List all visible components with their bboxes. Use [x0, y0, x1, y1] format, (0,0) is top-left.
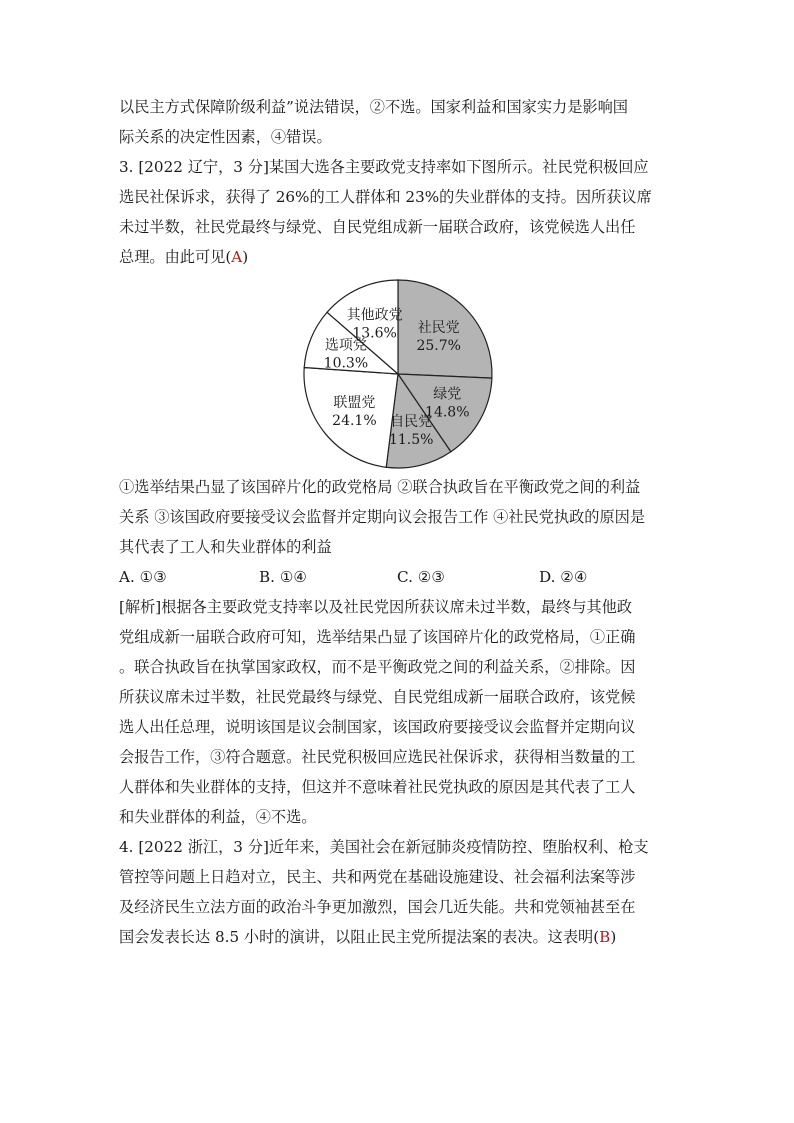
- q3-options: [119, 562, 679, 592]
- q3-stem-text: 总理。由此可见(: [119, 248, 232, 266]
- pie-chart-figure: [119, 276, 679, 472]
- q3-analysis-line-5: 选人出任总理，说明该国是议会制国家，该国政府要接受议会监督并定期向议: [119, 718, 636, 736]
- q3-stem-close: ): [242, 248, 249, 266]
- q3-statement-line-1: ①选举结果凸显了该国碎片化的政党格局 ②联合执政旨在平衡政党之间的利益: [119, 478, 641, 496]
- q3-statement-line-3: 其代表了工人和失业群体的利益: [119, 538, 332, 556]
- pie-label-value-0: 25.7%: [416, 338, 461, 354]
- q3-stem-line-2: 选民社保诉求，获得了 26%的工人群体和 23%的失业群体的支持。因所获议席: [119, 188, 652, 206]
- pie-label-name-1: 绿党: [433, 386, 462, 403]
- q3-analysis-line-4: 所获议席未过半数，社民党最终与绿党、自民党组成新一届联合政府，该党候: [119, 688, 636, 706]
- option-b[interactable]: B. ①④: [259, 568, 308, 586]
- q3-answer: A: [231, 248, 243, 266]
- pie-label-value-4: 10.3%: [323, 355, 369, 372]
- q3-analysis-line-8: 和失业群体的利益，④不选。: [119, 808, 317, 826]
- pie-label-value-2: 11.5%: [388, 431, 434, 448]
- pie-label-name-2: 自民党: [390, 413, 433, 430]
- intro-line-2: 际关系的决定性因素，④错误。: [119, 128, 332, 146]
- q3-stem-line-3: 未过半数，社民党最终与绿党、自民党组成新一届联合政府，该党候选人出任: [119, 218, 636, 236]
- q4-stem-text: 国会发表长达 8.5 小时的演讲，以阻止民主党所提法案的表决。这表明(: [119, 928, 600, 946]
- q4-stem-close: ): [610, 928, 617, 946]
- q3-stem-line-1: 3. [2022 辽宁，3 分]某国大选各主要政党支持率如下图所示。社民党积极回应: [119, 158, 649, 176]
- q4-stem-line-2: 管控等问题上日趋对立，民主、共和两党在基础设施建设、社会福利法案等涉: [119, 868, 636, 886]
- q4-answer: B: [599, 928, 611, 946]
- pie-label-name-3: 联盟党: [333, 394, 376, 411]
- intro-line-1: 以民主方式保障阶级利益”说法错误，②不选。国家利益和国家实力是影响国: [119, 98, 628, 116]
- document-page: [119, 92, 679, 952]
- pie-label-name-0: 社民党: [417, 320, 460, 336]
- q3-analysis-line-6: 会报告工作，③符合题意。社民党积极回应选民社保诉求，获得相当数量的工: [119, 748, 636, 766]
- pie-label-value-1: 14.8%: [425, 404, 470, 421]
- q3-statement-line-2: 关系 ③该国政府要接受议会监督并定期向议会报告工作 ④社民党执政的原因是: [119, 508, 646, 526]
- pie-label-name-5: 其他政党: [346, 307, 403, 324]
- option-a[interactable]: A. ①③: [119, 568, 167, 586]
- q3-analysis-line-2: 党组成新一届联合政府可知，选举结果凸显了该国碎片化的政党格局，①正确: [119, 628, 636, 646]
- option-d[interactable]: D. ②④: [539, 568, 588, 586]
- q4-stem-line-4: [119, 922, 679, 952]
- option-c[interactable]: C. ②③: [397, 568, 445, 586]
- q3-analysis-line-3: 。联合执政旨在执掌国家政权，而不是平衡政党之间的利益关系，②排除。因: [119, 658, 636, 676]
- q4-stem-line-3: 及经济民生立法方面的政治斗争更加激烈，国会几近失能。共和党领袖甚至在: [119, 898, 636, 916]
- q3-stem-line-4: [119, 242, 679, 272]
- q3-analysis-line-1: [解析]根据各主要政党支持率以及社民党因所获议席未过半数，最终与其他政: [119, 598, 633, 616]
- pie-label-value-5: 13.6%: [352, 325, 397, 342]
- pie-label-name-4: 选项党: [324, 337, 367, 354]
- pie-chart: [295, 278, 501, 470]
- q4-stem-line-1: 4. [2022 浙江，3 分]近年来，美国社会在新冠肺炎疫情防控、堕胎权利、枪支: [119, 838, 649, 856]
- q3-analysis-line-7: 人群体和失业群体的支持，但这并不意味着社民党执政的原因是其代表了工人: [119, 778, 636, 796]
- pie-label-value-3: 24.1%: [332, 412, 377, 429]
